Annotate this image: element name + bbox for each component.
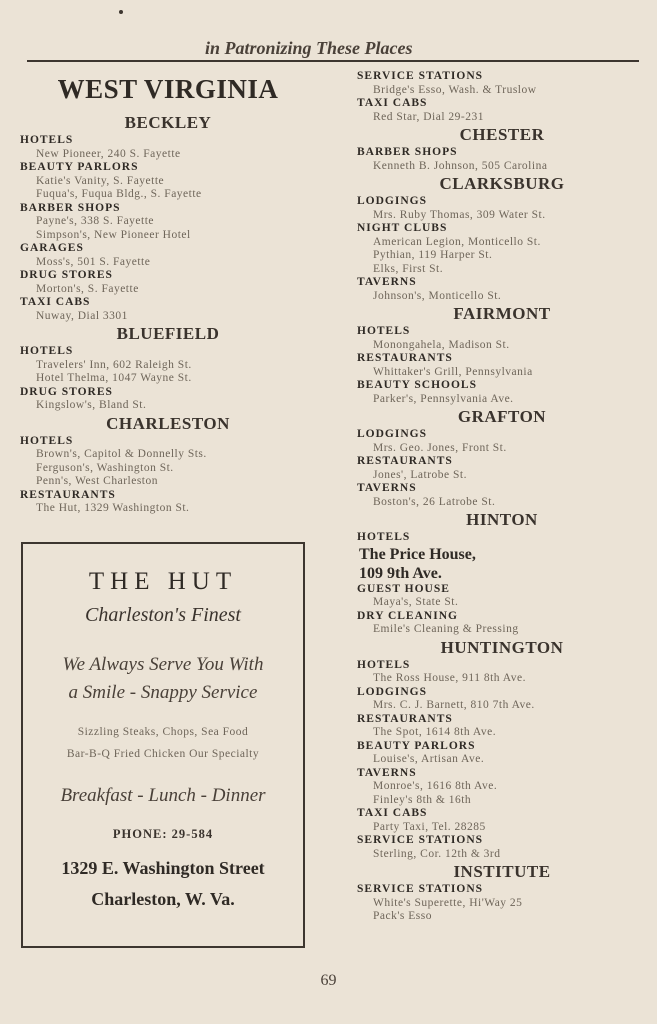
ad-city: Charleston, W. Va. (91, 889, 235, 909)
listing-entry: Travelers' Inn, 602 Raleigh St. (36, 358, 192, 371)
listing-entry: The Hut, 1329 Washington St. (36, 502, 190, 514)
running-header: in Patronizing These Places (205, 38, 413, 58)
city-heading: BECKLEY (124, 113, 212, 132)
listing-entry: Morton's, S. Fayette (36, 282, 139, 295)
city-section (357, 174, 647, 303)
ink-speck (119, 10, 123, 14)
category-heading: RESTAURANTS (357, 712, 453, 725)
ad-slogan-line-2: a Smile - Snappy Service (68, 682, 258, 703)
category-heading: TAVERNS (357, 482, 417, 494)
listing-entry: Mrs. Geo. Jones, Front St. (373, 441, 507, 454)
category-heading: DRUG STORES (20, 385, 113, 398)
left-column (20, 70, 316, 516)
listing-entry: Finley's 8th & 16th (373, 793, 472, 806)
right-column (357, 70, 647, 924)
category-heading: DRY CLEANING (357, 609, 458, 622)
category-heading: SERVICE STATIONS (357, 883, 484, 895)
listing-entry: Kingslow's, Bland St. (36, 399, 147, 411)
category-heading: HOTELS (20, 134, 74, 146)
city-heading: FAIRMONT (453, 304, 551, 323)
category-heading: LODGINGS (357, 195, 427, 207)
category-heading: TAXI CABS (357, 807, 428, 819)
state-title: WEST VIRGINIA (57, 74, 279, 104)
category-heading: HOTELS (357, 531, 411, 543)
header-rule (27, 60, 639, 62)
category-heading: HOTELS (20, 434, 74, 447)
city-heading: INSTITUTE (453, 862, 551, 881)
listing-entry: Simpson's, New Pioneer Hotel (36, 228, 191, 241)
listing-entry: Jones', Latrobe St. (373, 468, 467, 481)
listing-entry: Monongahela, Madison St. (373, 338, 510, 351)
category-heading: TAXI CABS (357, 97, 428, 109)
category-heading: LODGINGS (357, 428, 427, 440)
the-hut-advertisement (21, 542, 305, 948)
category-heading: HOTELS (357, 658, 411, 671)
category-heading: GUEST HOUSE (357, 582, 450, 595)
city-section (20, 324, 316, 413)
category-heading: RESTAURANTS (357, 455, 453, 467)
ad-address: 1329 E. Washington Street (61, 858, 265, 878)
listing-entry: Penn's, West Charleston (36, 475, 158, 487)
listing-entry: Nuway, Dial 3301 (36, 309, 128, 322)
city-heading: CHESTER (459, 125, 545, 144)
ad-title: THE HUT (88, 568, 238, 595)
ad-subtitle: Charleston's Finest (85, 604, 241, 626)
listing-entry: The Ross House, 911 8th Ave. (373, 672, 526, 684)
listing-entry: American Legion, Monticello St. (373, 235, 541, 248)
city-heading: HINTON (466, 510, 538, 529)
category-heading: BARBER SHOPS (20, 201, 121, 214)
city-heading: BLUEFIELD (116, 324, 220, 343)
category-heading: RESTAURANTS (20, 488, 116, 501)
city-section (357, 638, 647, 862)
listing-entry: Kenneth B. Johnson, 505 Carolina (373, 159, 548, 172)
listing-entry: Maya's, State St. (373, 596, 459, 608)
category-heading: SERVICE STATIONS (357, 70, 484, 82)
category-heading: DRUG STORES (20, 269, 113, 281)
listing-entry: Johnson's, Monticello St. (373, 289, 502, 302)
listing-entry: Boston's, 26 Latrobe St. (373, 495, 496, 508)
listing-entry: Emile's Cleaning & Pressing (373, 623, 519, 635)
right-continued-listings (357, 70, 647, 124)
category-heading: BEAUTY PARLORS (357, 739, 476, 752)
category-heading: RESTAURANTS (357, 352, 453, 364)
listing-entry: Mrs. Ruby Thomas, 309 Water St. (373, 208, 546, 221)
listing-entry: Parker's, Pennsylvania Ave. (373, 392, 514, 405)
left-city-listings (20, 113, 316, 516)
listing-entry: Mrs. C. J. Barnett, 810 7th Ave. (373, 699, 535, 711)
city-section (20, 414, 316, 516)
listing-entry: 109 9th Ave. (359, 564, 442, 582)
city-section (357, 304, 647, 406)
category-heading: TAVERNS (357, 766, 417, 779)
listing-entry: Katie's Vanity, S. Fayette (36, 174, 165, 187)
city-heading: HUNTINGTON (440, 637, 564, 657)
category-heading: GARAGES (20, 242, 84, 254)
ad-phone: PHONE: 29-584 (112, 827, 214, 841)
ad-meals: Breakfast - Lunch - Dinner (60, 785, 266, 806)
listing-entry: Hotel Thelma, 1047 Wayne St. (36, 372, 192, 384)
category-heading: TAVERNS (357, 276, 417, 288)
category-heading: HOTELS (20, 345, 74, 357)
listing-entry: Fuqua's, Fuqua Bldg., S. Fayette (36, 188, 202, 200)
city-heading: CLARKSBURG (439, 174, 565, 193)
listing-entry: Monroe's, 1616 8th Ave. (373, 780, 498, 792)
page-number: 69 (320, 972, 337, 989)
right-city-listings (357, 125, 647, 924)
listing-entry: White's Superette, Hi'Way 25 (373, 896, 523, 909)
ad-slogan (23, 651, 303, 707)
category-heading: LODGINGS (357, 685, 427, 698)
listing-entry: Ferguson's, Washington St. (36, 461, 174, 474)
listing-entry: Bridge's Esso, Wash. & Truslow (373, 83, 537, 96)
category-heading: BARBER SHOPS (357, 146, 458, 158)
category-heading: BEAUTY SCHOOLS (357, 379, 477, 391)
listing-entry: Whittaker's Grill, Pennsylvania (373, 365, 533, 378)
listing-entry: Party Taxi, Tel. 28285 (373, 820, 486, 833)
listing-entry: Sterling, Cor. 12th & 3rd (373, 847, 501, 860)
listing-entry: Pythian, 119 Harper St. (373, 249, 493, 261)
city-heading: GRAFTON (457, 407, 547, 426)
listing-entry: Louise's, Artisan Ave. (373, 753, 485, 765)
ad-slogan-line-1: We Always Serve You With (62, 654, 264, 675)
listing-entry: Brown's, Capitol & Donnelly Sts. (36, 448, 207, 460)
category-heading: NIGHT CLUBS (357, 222, 448, 234)
category-heading: SERVICE STATIONS (357, 834, 484, 846)
listing-entry: New Pioneer, 240 S. Fayette (36, 147, 181, 160)
ad-menu-line-2: Bar-B-Q Fried Chicken Our Specialty (66, 748, 260, 760)
category-heading: BEAUTY PARLORS (20, 161, 139, 173)
listing-entry: The Spot, 1614 8th Ave. (373, 726, 497, 738)
city-heading: CHARLESTON (106, 413, 230, 433)
city-section (357, 862, 647, 924)
listing-entry: Elks, First St. (373, 262, 444, 275)
listing-entry: Red Star, Dial 29-231 (373, 110, 484, 123)
city-section (357, 510, 647, 637)
ad-menu-line-1: Sizzling Steaks, Chops, Sea Food (77, 726, 249, 738)
city-section (357, 407, 647, 509)
ad-menu (23, 721, 303, 765)
listing-entry: Pack's Esso (373, 910, 433, 922)
listing-entry: Payne's, 338 S. Fayette (36, 215, 155, 227)
listing-entry: Moss's, 501 S. Fayette (36, 255, 151, 268)
city-section (357, 125, 647, 173)
city-section (20, 113, 316, 323)
category-heading: HOTELS (357, 325, 411, 337)
category-heading: TAXI CABS (20, 296, 91, 308)
listing-entry: The Price House, (359, 545, 476, 563)
